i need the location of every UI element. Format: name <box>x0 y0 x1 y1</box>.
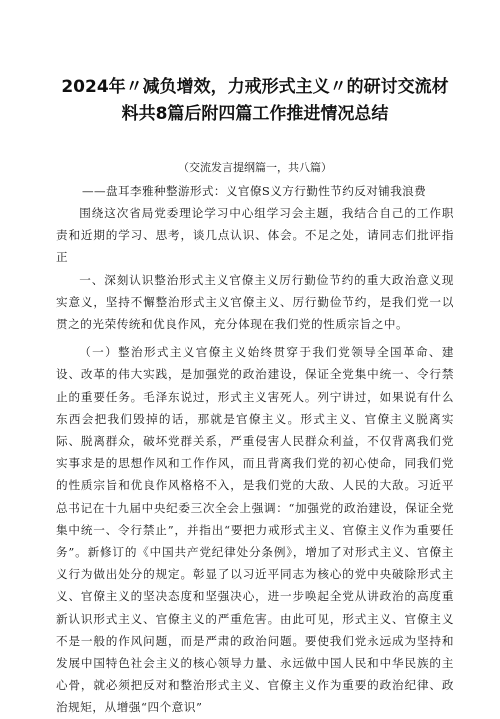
paragraph-section-one-item-one: （一）整治形式主义官僚主义始终贯穿于我们党领导全国革命、建设、改革的伟大实践，是加强党的政治建设，保证全党集中统一、令行禁止的重要任务。毛泽东说过，形式主义害死人。列宁讲过，如果说有什么东西会把我们毁掉的话，那就是官僚主义。形式主义、官僚主义脱离实际、脱离群众，破坏党群关系，严重侵害人民群众利益，不仅背离我们党实事求是的思想作风和工作作风，而且背离我们党的初心使命，同我们党的性质宗旨和优良作风格格不入，是我们党的大敌、人民的大敌。习近平总书记在十九届中央纪委三次全会上强调：“加强党的政治建设，保证全党集中统一、令行禁止”，并指出“要把力戒形式主义、官僚主义作为重要任务”。新修订的《中国共产党纪律处分条例》，增加了对形式主义、官僚主义行为做出处分的规定。彰显了以习近平同志为核心的党中央破除形式主义、官僚主义的坚决态度和坚强决心，进一步唤起全党从讲政治的高度重新认识形式主义、官僚主义的严重危害。由此可见，形式主义、官僚主义不是一般的作风问题，而是严肃的政治问题。要使我们党永远成为坚持和发展中国特色社会主义的核心领导力量、永远做中国人民和中华民族的主心骨，就必须把反对和整治形式主义、官僚主义作为重要的政治纪律、政治规矩，从增强“四个意识” <box>56 345 454 715</box>
document-title: 2024年〃减负增效，力戒形式主义〃的研讨交流材料共8篇后附四篇工作推进情况总结 <box>61 77 449 124</box>
paragraph-section-one: 一、深刻认识整治形式主义官僚主义厉行勤俭节约的重大政治意义现实意义，坚持不懈整治形式主义官僚主义、厉行勤俭节约，是我们党一以贯之的光荣传统和优良作风，充分体现在我们党的性质宗旨之中。 <box>56 272 454 332</box>
document-subtitle: （交流发言提纲篇一，共八篇） <box>178 161 332 174</box>
document-sub-heading: ——盘耳李雅种整游形式：义官僚S义方行勤性节约反对铺我浪费 <box>82 184 427 198</box>
paragraph-intro: 围绕这次省局党委理论学习中心组学习会主题，我结合自己的工作职责和近期的学习、思考，谈几点认识、体会。不足之处，请同志们批评指正 <box>56 206 454 265</box>
